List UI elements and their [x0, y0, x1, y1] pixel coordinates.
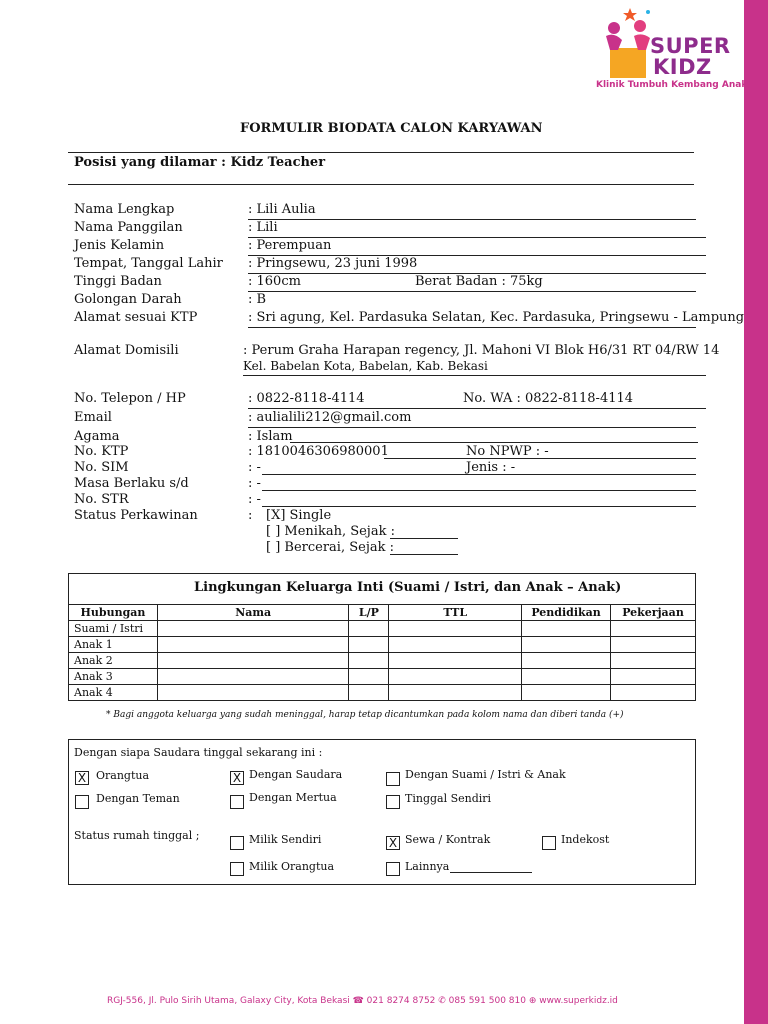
family-table-header — [69, 605, 696, 621]
field-value: : 160cm — [248, 274, 301, 289]
cell-birth[interactable] — [389, 685, 522, 701]
option-label: Orangtua — [96, 769, 150, 782]
field-value: : aulialili212@gmail.com — [248, 410, 412, 425]
living-question: Dengan siapa Saudara tinggal sekarang ini : — [74, 746, 323, 759]
field-label: Agama — [74, 429, 120, 444]
cell-occupation[interactable] — [611, 653, 696, 669]
field-extra: Berat Badan : 75kg — [415, 274, 543, 289]
cell-name[interactable] — [157, 637, 349, 653]
cell-gender[interactable] — [349, 621, 389, 637]
checkbox-dengan-saudara[interactable]: X — [230, 771, 244, 785]
field-label: Tinggi Badan — [74, 274, 162, 289]
cell-name[interactable] — [157, 669, 349, 685]
cell-birth[interactable] — [389, 621, 522, 637]
row-relation: Anak 2 — [69, 653, 158, 669]
cell-birth[interactable] — [389, 637, 522, 653]
checkbox-suami-istri-anak[interactable] — [386, 772, 400, 786]
family-note: * Bagi anggota keluarga yang sudah meninggal, harap tetap dicantumkan pada kolom nama dan diberi tanda (+) — [106, 710, 624, 720]
cell-name[interactable] — [157, 685, 349, 701]
cell-occupation[interactable] — [611, 621, 696, 637]
row-relation: Anak 4 — [69, 685, 158, 701]
field-label: No. KTP — [74, 444, 129, 459]
checkbox-sewa-kontrak[interactable]: X — [386, 836, 400, 850]
field-label: Jenis Kelamin — [74, 238, 165, 253]
table-row — [69, 637, 696, 653]
table-row — [69, 621, 696, 637]
option-label: Indekost — [561, 833, 610, 846]
field-value: : 0822-8118-4114 — [248, 391, 365, 406]
checkbox-lainnya[interactable] — [386, 862, 400, 876]
field-underline — [248, 427, 696, 428]
logo-kids-figure — [600, 6, 656, 80]
logo-brand-line1: SUPER — [650, 34, 731, 58]
title-rule — [68, 152, 694, 153]
option-label: Dengan Mertua — [249, 791, 337, 804]
field-value: : - — [248, 492, 261, 507]
field-label: Email — [74, 410, 112, 425]
col-header-education: Pendidikan — [522, 605, 611, 621]
field-label: No. Telepon / HP — [74, 391, 186, 406]
field-label: Nama Panggilan — [74, 220, 183, 235]
cell-name[interactable] — [157, 653, 349, 669]
table-row — [69, 685, 696, 701]
col-header-gender: L/P — [349, 605, 389, 621]
domicile-line1: : Perum Graha Harapan regency, Jl. Mahoni VI Blok H6/31 RT 04/RW 14 — [243, 343, 720, 358]
field-extra: No NPWP : - — [466, 444, 549, 459]
field-extra: Jenis : - — [466, 460, 516, 475]
field-extra: No. WA : 0822-8118-4114 — [463, 391, 634, 406]
field-underline — [248, 408, 706, 409]
field-underline — [262, 506, 696, 507]
field-underline — [262, 490, 696, 491]
option-label: Dengan Suami / Istri & Anak — [405, 768, 566, 781]
checkbox-orangtua[interactable]: X — [75, 771, 89, 785]
footer-contact: RGJ-556, Jl. Pulo Sirih Utama, Galaxy City, Kota Bekasi ☎ 021 8274 8752 ✆ 085 591 500 810 ⊕ www.superkidz.id — [107, 996, 618, 1006]
field-value: : - — [248, 476, 261, 491]
field-underline — [248, 327, 696, 328]
field-value: : 1810046306980001 — [248, 444, 389, 459]
table-row — [69, 653, 696, 669]
field-label: No. STR — [74, 492, 129, 507]
side-accent-stripe — [744, 0, 768, 1024]
field-underline — [248, 291, 696, 292]
field-underline — [248, 219, 696, 220]
col-header-name: Nama — [157, 605, 349, 621]
col-header-relation: Hubungan — [69, 605, 158, 621]
option-label: Dengan Teman — [96, 792, 180, 805]
domicile-label: Alamat Domisili — [74, 343, 179, 358]
cell-gender[interactable] — [349, 669, 389, 685]
field-value: : Sri agung, Kel. Pardasuka Selatan, Kec. Pardasuka, Pringsewu - Lampung — [248, 310, 745, 325]
logo-tagline: Klinik Tumbuh Kembang Anak — [596, 80, 748, 90]
cell-gender[interactable] — [349, 685, 389, 701]
field-label: Status Perkawinan — [74, 508, 198, 523]
field-label: No. SIM — [74, 460, 129, 475]
logo-brand-line2: KIDZ — [653, 55, 712, 79]
field-value: : Islam — [248, 429, 293, 444]
cell-occupation[interactable] — [611, 637, 696, 653]
married-since-line — [390, 538, 458, 539]
divorced-since-line — [390, 554, 458, 555]
option-label: Tinggal Sendiri — [405, 792, 492, 805]
cell-gender[interactable] — [349, 637, 389, 653]
form-title: FORMULIR BIODATA CALON KARYAWAN — [240, 121, 543, 136]
field-label: Alamat sesuai KTP — [74, 310, 198, 325]
field-label: Masa Berlaku s/d — [74, 476, 189, 491]
checkbox-milik-sendiri[interactable] — [230, 836, 244, 850]
option-label: Sewa / Kontrak — [405, 833, 491, 846]
field-value: : - — [248, 460, 261, 475]
cell-education[interactable] — [522, 653, 611, 669]
field-underline — [384, 458, 696, 459]
house-status-label: Status rumah tinggal ; — [74, 829, 200, 842]
family-table-title: Lingkungan Keluarga Inti (Suami / Istri, dan Anak – Anak) — [194, 580, 622, 595]
field-value: : Lili Aulia — [248, 202, 316, 217]
checkbox-indekost[interactable] — [542, 836, 556, 850]
field-underline — [262, 474, 696, 475]
option-label: Milik Sendiri — [249, 833, 322, 846]
option-label: Dengan Saudara — [249, 768, 343, 781]
domicile-line2: Kel. Babelan Kota, Babelan, Kab. Bekasi — [243, 359, 488, 373]
cell-birth[interactable] — [389, 669, 522, 685]
field-label: Nama Lengkap — [74, 202, 175, 217]
field-value: : — [248, 508, 253, 523]
row-relation: Anak 3 — [69, 669, 158, 685]
table-row — [69, 669, 696, 685]
cell-education[interactable] — [522, 637, 611, 653]
domicile-underline — [243, 375, 706, 376]
col-header-birth: TTL — [389, 605, 522, 621]
checkbox-milik-orangtua[interactable] — [230, 862, 244, 876]
checkbox-dengan-teman[interactable] — [75, 795, 89, 809]
marital-option-single[interactable]: [X] Single — [266, 508, 332, 523]
cell-birth[interactable] — [389, 653, 522, 669]
family-table — [68, 604, 696, 701]
field-value: : Lili — [248, 220, 278, 235]
field-value: : Pringsewu, 23 juni 1998 — [248, 256, 418, 271]
row-relation: Suami / Istri — [69, 621, 158, 637]
field-underline — [290, 442, 698, 443]
option-label: Milik Orangtua — [249, 860, 335, 873]
cell-gender[interactable] — [349, 653, 389, 669]
col-header-occupation: Pekerjaan — [611, 605, 696, 621]
cell-education[interactable] — [522, 685, 611, 701]
marital-option-divorced[interactable]: [ ] Bercerai, Sejak : — [266, 540, 395, 555]
position-applied: Posisi yang dilamar : Kidz Teacher — [74, 155, 326, 170]
row-relation: Anak 1 — [69, 637, 158, 653]
position-rule — [68, 184, 694, 185]
lainnya-line — [450, 872, 532, 873]
cell-occupation[interactable] — [611, 669, 696, 685]
cell-name[interactable] — [157, 621, 349, 637]
living-situation-box — [68, 739, 696, 885]
field-label: Tempat, Tanggal Lahir — [74, 256, 223, 271]
field-value: : B — [248, 292, 267, 307]
cell-education[interactable] — [522, 621, 611, 637]
option-label: Lainnya — [405, 860, 450, 873]
marital-option-married[interactable]: [ ] Menikah, Sejak : — [266, 524, 395, 539]
field-value: : Perempuan — [248, 238, 332, 253]
cell-education[interactable] — [522, 669, 611, 685]
checkbox-tinggal-sendiri[interactable] — [386, 795, 400, 809]
field-label: Golongan Darah — [74, 292, 182, 307]
checkbox-dengan-mertua[interactable] — [230, 795, 244, 809]
cell-occupation[interactable] — [611, 685, 696, 701]
